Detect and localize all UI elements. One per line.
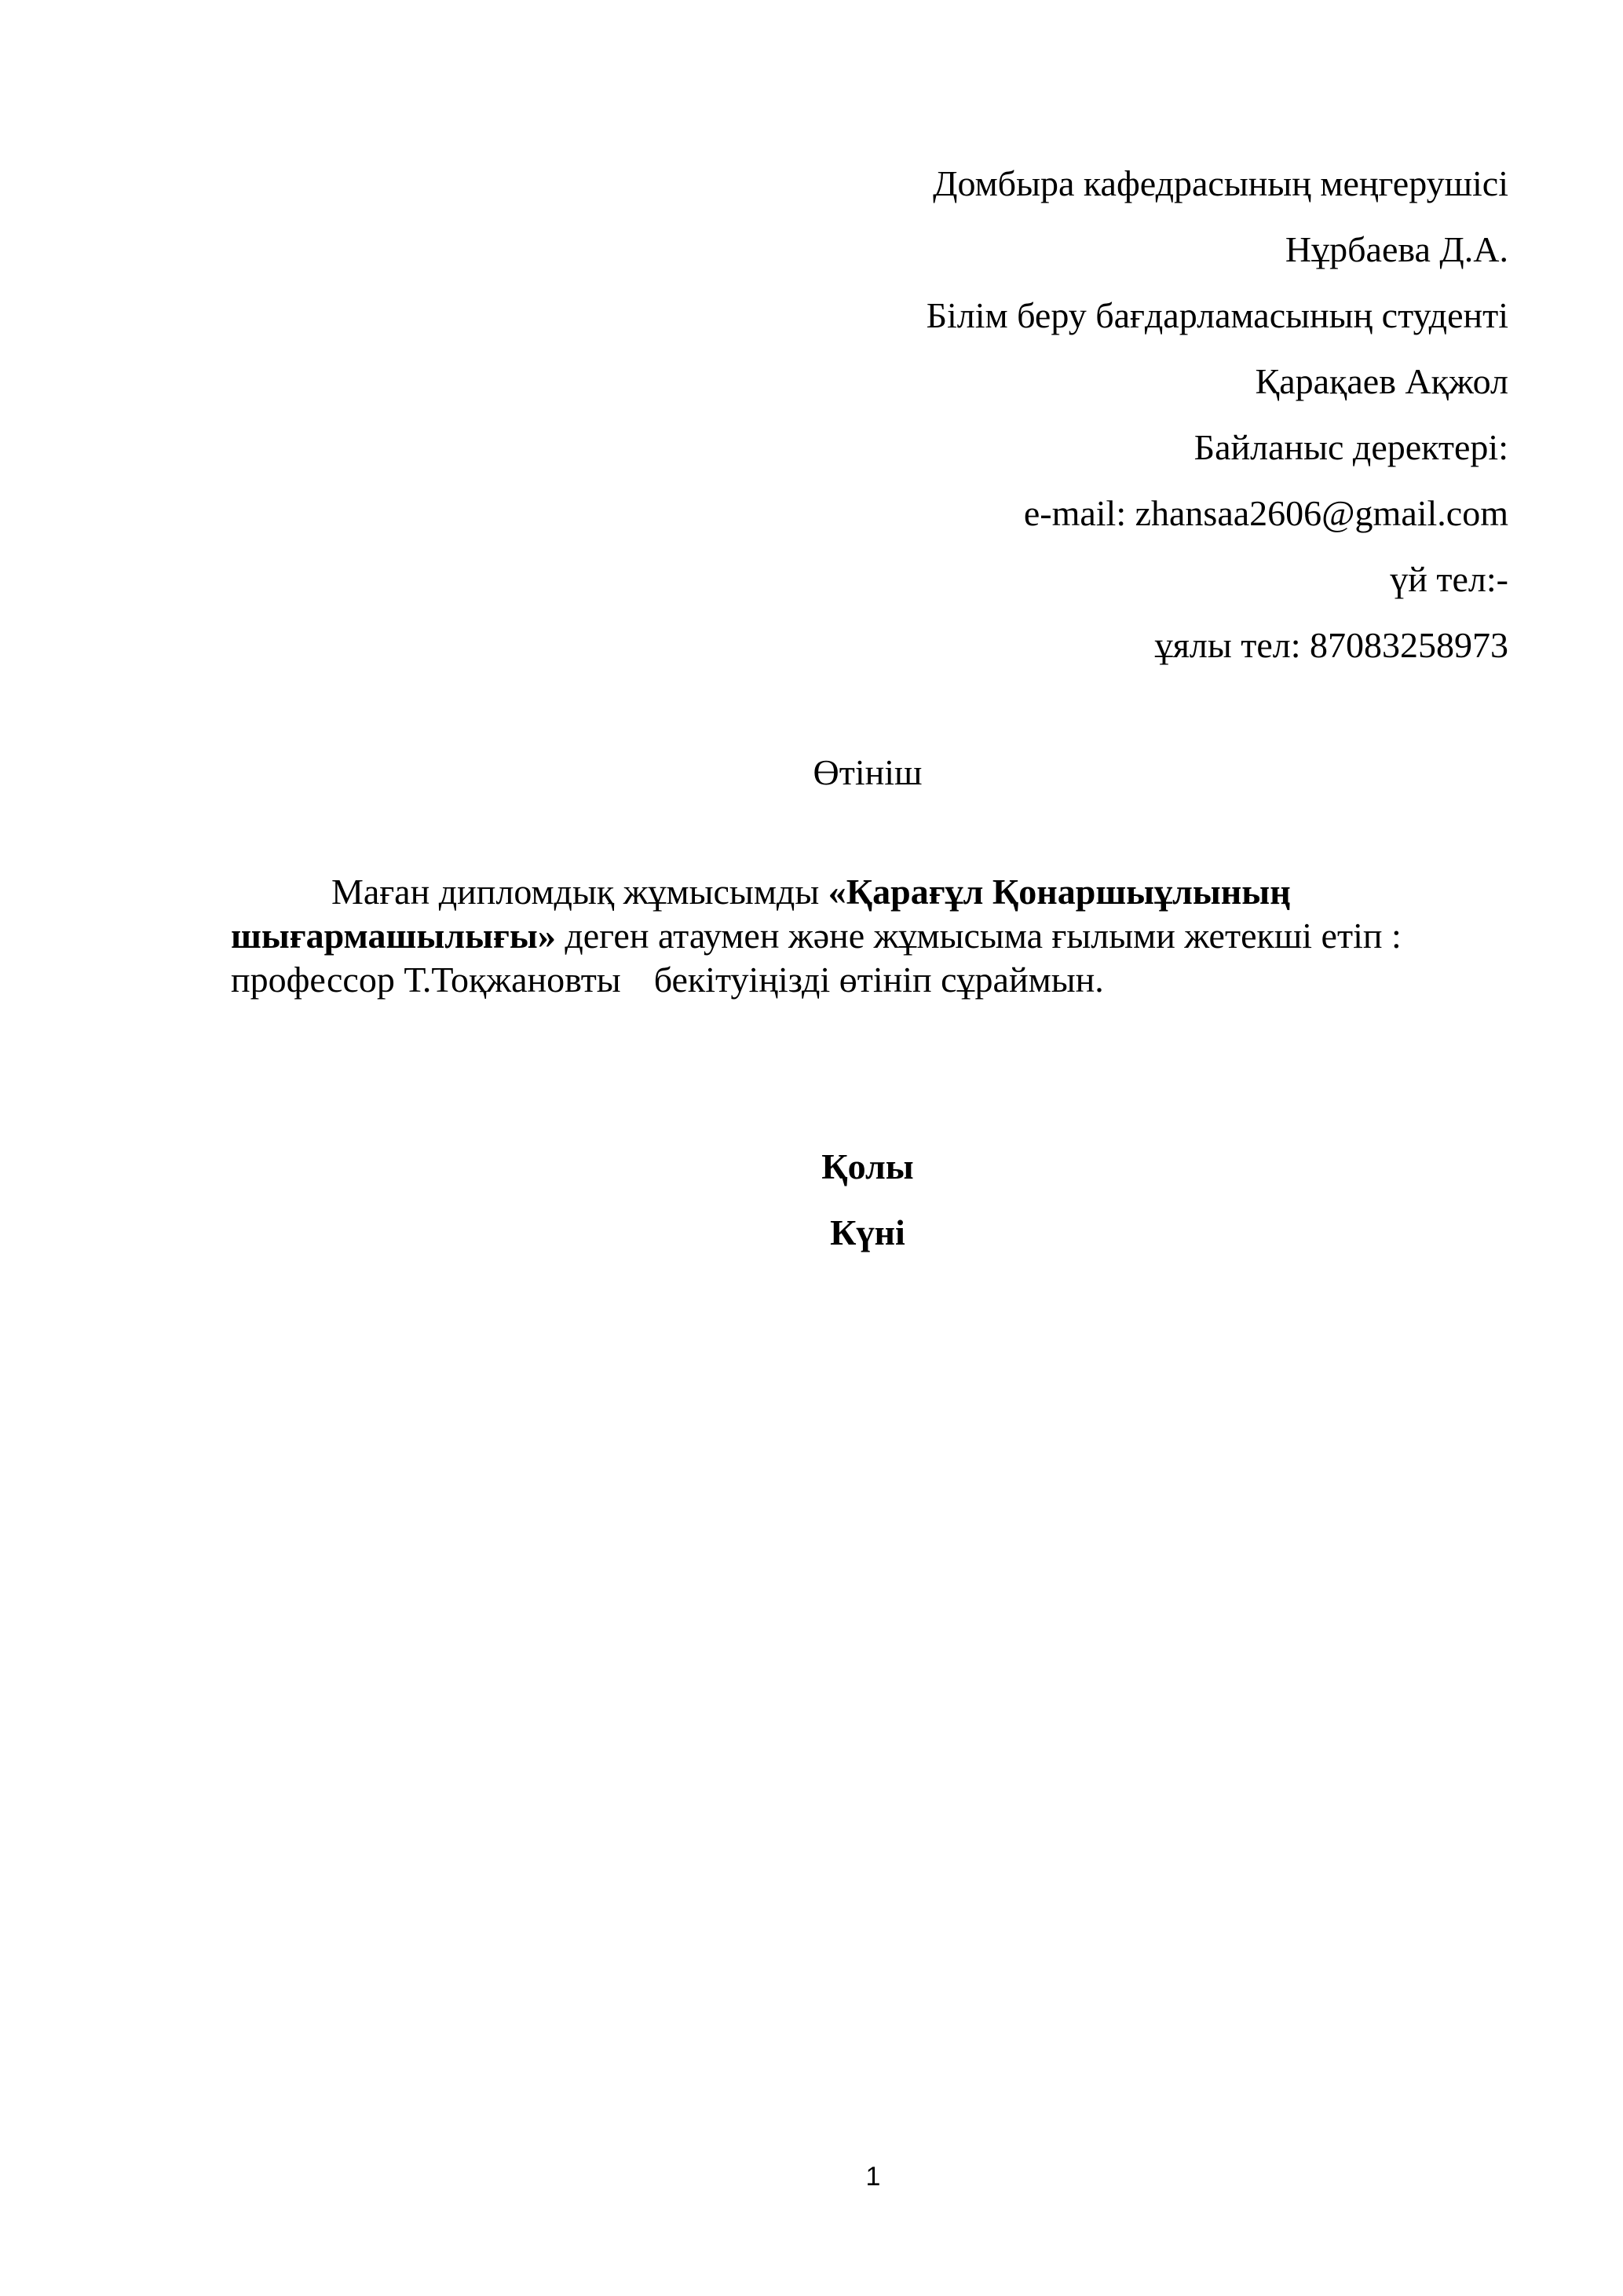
department-head-name: Нұрбаева Д.А. <box>1285 229 1508 269</box>
thesis-title-part-1: «Қарағұл Қонаршыұлының <box>828 872 1291 912</box>
contact-mobile-phone: ұялы тел: 87083258973 <box>1154 625 1508 665</box>
student-name: Қарақаев Ақжол <box>1255 361 1508 401</box>
document-title: Өтініш <box>813 752 923 792</box>
body-line-1 <box>231 870 1519 914</box>
department-head-title: Домбыра кафедрасының меңгерушісі <box>933 163 1508 203</box>
student-program: Білім беру бағдарламасының студенті <box>926 295 1508 335</box>
contact-heading: Байланыс деректері: <box>1193 427 1508 467</box>
signature-block <box>0 1134 1623 1266</box>
body-line-2 <box>231 914 1519 958</box>
signature-label: Қолы <box>821 1146 914 1186</box>
contact-email: e-mail: zhansaa2606@gmail.com <box>1023 493 1508 533</box>
thesis-title-part-2: шығармашылығы» <box>231 916 556 956</box>
body-line-2-text: деген атаумен және жұмысыма ғылыми жетекші етіп : <box>555 916 1402 956</box>
page-number: 1 <box>865 2162 881 2192</box>
date-label: Күні <box>830 1212 905 1252</box>
body-line-3 <box>231 958 1519 1002</box>
contact-home-phone: үй тел:- <box>1390 559 1508 599</box>
supervisor-name: профессор Т.Тоқжановты <box>231 960 621 1000</box>
body-line-1-text: Маған дипломдық жұмысымды <box>331 872 828 912</box>
addressee-block <box>927 151 1508 678</box>
application-body <box>231 870 1519 1002</box>
request-text: бекітуіңізді өтініп сұраймын. <box>653 960 1104 1000</box>
